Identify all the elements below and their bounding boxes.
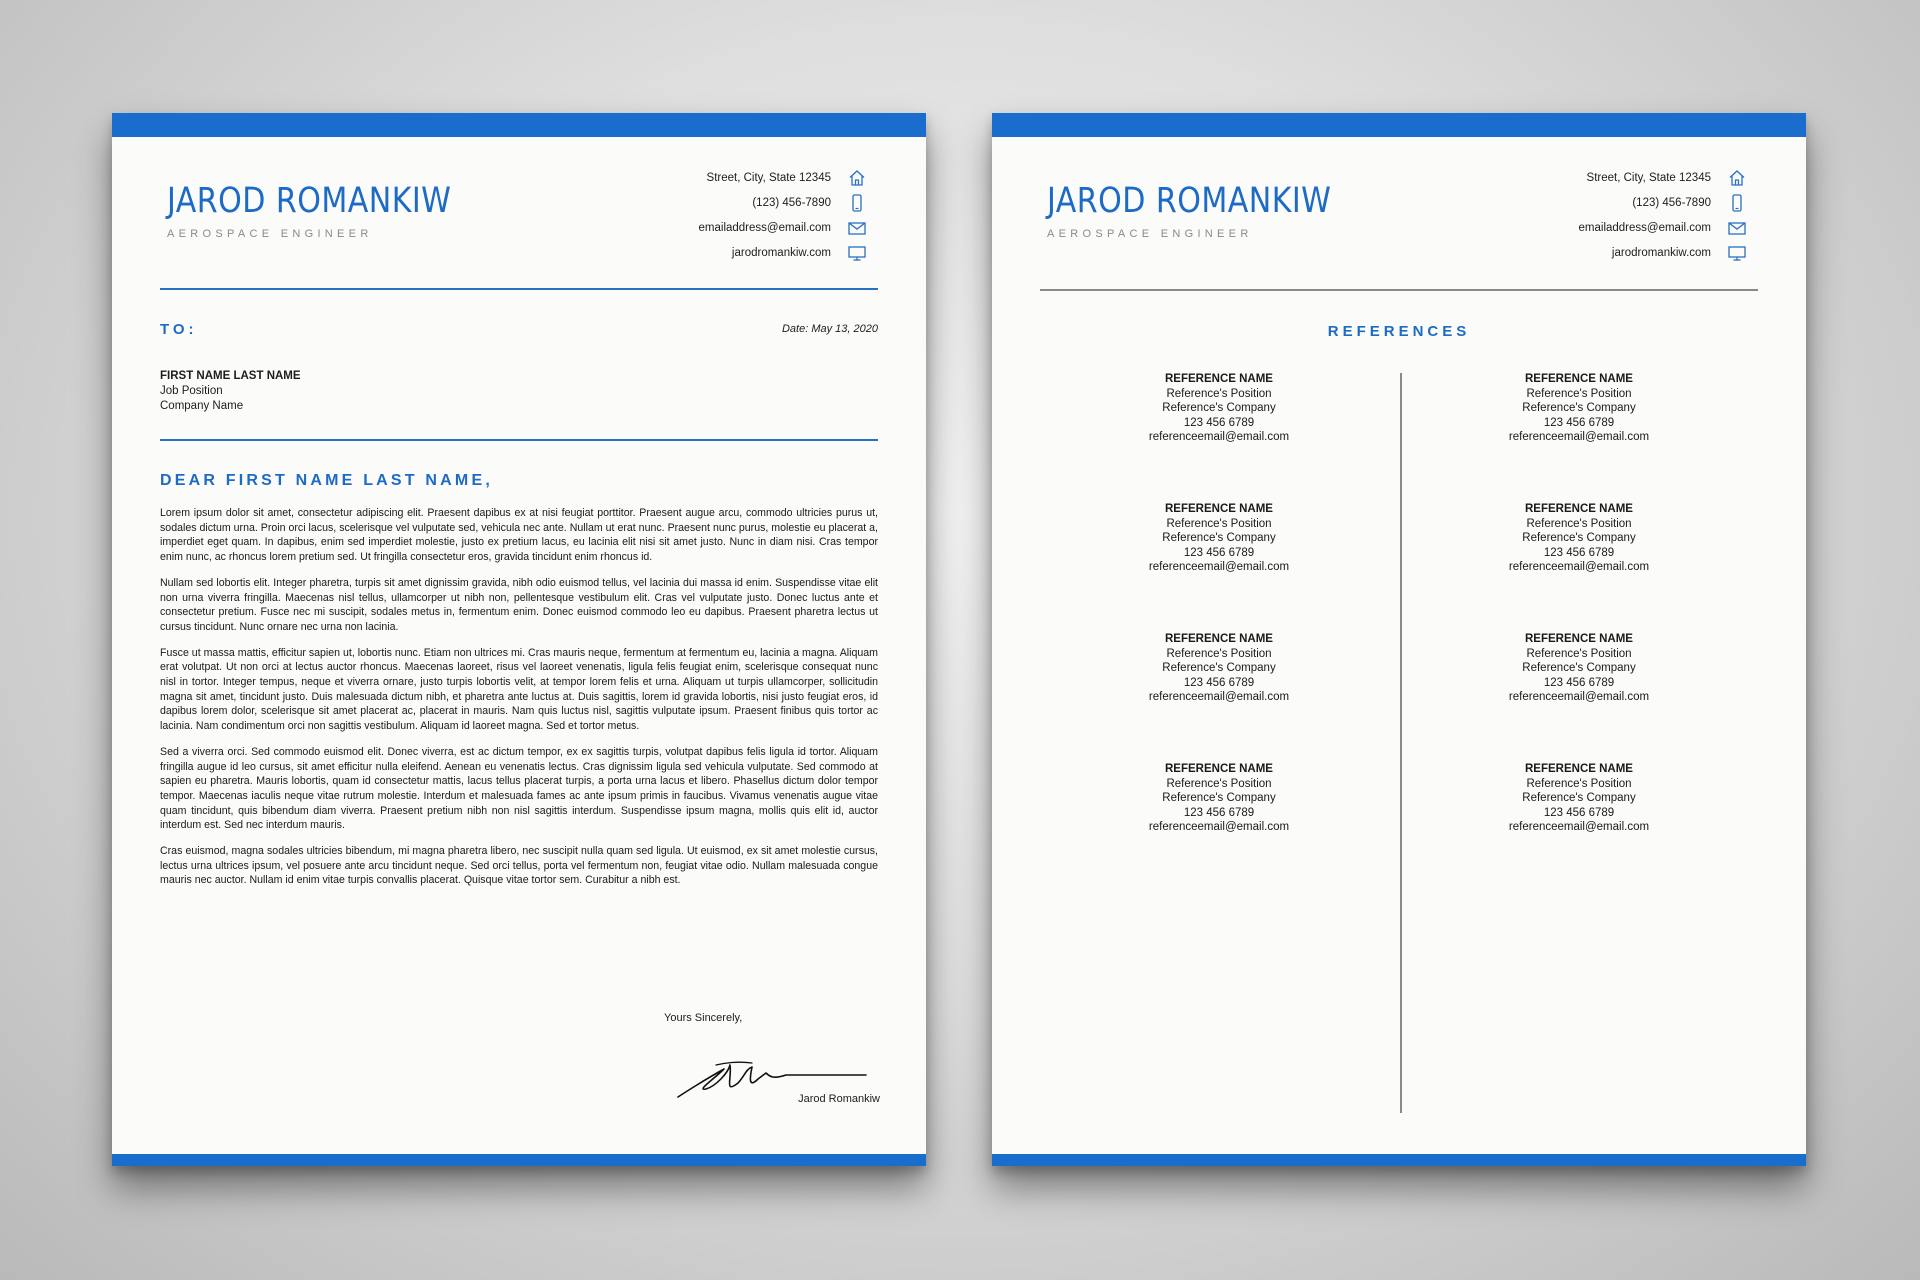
contact-email-row [1427, 215, 1747, 240]
contact-phone-row [547, 190, 867, 215]
reference-phone: 123 456 6789 [1183, 416, 1255, 429]
reference-name: REFERENCE NAME [1165, 503, 1273, 515]
reference-name: REFERENCE NAME [1525, 633, 1633, 645]
job-title: AEROSPACE ENGINEER [1047, 228, 1253, 240]
reference-name: REFERENCE NAME [1165, 373, 1273, 385]
letter-body [160, 506, 878, 899]
reference-email: referenceemail@email.com [1148, 431, 1290, 444]
contact-email: emailaddress@email.com [1578, 221, 1711, 234]
monitor-icon [847, 243, 867, 263]
reference-phone: 123 456 6789 [1543, 676, 1615, 689]
reference-phone: 123 456 6789 [1183, 676, 1255, 689]
contact-address-row [547, 165, 867, 190]
references-title: REFERENCES [1327, 323, 1471, 340]
top-color-band [112, 113, 926, 137]
reference-phone: 123 456 6789 [1183, 546, 1255, 559]
reference-company: Reference's Company [1522, 662, 1636, 675]
closing-line: Yours Sincerely, [664, 1012, 743, 1024]
contact-website-row [1427, 240, 1747, 265]
recipient-name: FIRST NAME LAST NAME [160, 370, 301, 382]
reference-card [1429, 762, 1729, 892]
phone-icon [1727, 193, 1747, 213]
column-divider [1400, 373, 1402, 1113]
reference-card [1069, 762, 1369, 892]
reference-card [1069, 372, 1369, 502]
reference-name: REFERENCE NAME [1165, 633, 1273, 645]
contact-website: jarodromankiw.com [1611, 246, 1711, 259]
reference-company: Reference's Company [1522, 532, 1636, 545]
reference-phone: 123 456 6789 [1543, 806, 1615, 819]
reference-company: Reference's Company [1162, 792, 1276, 805]
reference-position: Reference's Position [1166, 647, 1272, 660]
bottom-color-band [112, 1154, 926, 1166]
reference-position: Reference's Position [1526, 387, 1632, 400]
home-icon [847, 168, 867, 188]
reference-position: Reference's Position [1166, 517, 1272, 530]
reference-card [1429, 632, 1729, 762]
reference-company: Reference's Company [1162, 532, 1276, 545]
contact-address: Street, City, State 12345 [1586, 171, 1711, 184]
references-left-column [1069, 372, 1369, 892]
home-icon [1727, 168, 1747, 188]
body-paragraph: Fusce ut massa mattis, efficitur sapien ut, lobortis nunc. Etiam non ultrices mi. Cras mauris neque, fermentum at fermentum eu, lacinia a magna. Aliquam erat volutpat. Ut non orci at lectus auctor rhoncus. Maecenas laoreet, risus vel laoreet venenatis, ligula felis feugiat enim, scelerisque consequat nunc nisl in tortor. Integer tempus, neque et viverra ornare, justo turpis lobortis velit, at tempor lorem felis et urna. Aliquam ut turpis ullamcorper, sollicitudin magna sit amet, tincidunt justo. Duis malesuada dictum nibh, et pharetra ante luctus at. Duis sagittis, lorem id gravida lobortis, nisi justo feugiat eros, id dapibus lorem dolor, scelerisque sit amet placerat ac, placerat in mauris. Nam quis luctus nisl, sagittis vulputate ipsum. Praesent finibus quis tortor ac lacinia. Nam condimentum orci non sagittis vestibulum. Aliquam id laoreet magna. Sed et tortor metus. [160, 646, 878, 733]
to-label: TO: [160, 321, 198, 338]
reference-name: REFERENCE NAME [1525, 373, 1633, 385]
reference-company: Reference's Company [1162, 402, 1276, 415]
reference-company: Reference's Company [1522, 402, 1636, 415]
contact-email: emailaddress@email.com [698, 221, 831, 234]
reference-phone: 123 456 6789 [1543, 546, 1615, 559]
reference-card [1429, 502, 1729, 632]
applicant-name: JAROD ROMANKIW [167, 181, 452, 221]
references-right-column [1429, 372, 1729, 892]
reference-position: Reference's Position [1526, 647, 1632, 660]
contact-phone: (123) 456-7890 [1632, 196, 1711, 209]
reference-email: referenceemail@email.com [1508, 821, 1650, 834]
body-paragraph: Cras euismod, magna sodales ultricies bibendum, mi magna pharetra libero, nec suscipit nulla quam sed ligula. Ut euismod, ex sit amet molestie cursus, lectus urna ultrices ipsum, vel posuere ante arcu tincidunt neque. Sed orci tellus, porta vel fermentum non, feugiat vitae odio. Nullam malesuada congue mauris nec auctor. Nullam id enim vitae turpis convallis placerat. Quisque vitae tortor sem. Curabitur a nibh est. [160, 845, 878, 887]
body-paragraph: Nullam sed lobortis elit. Integer pharetra, turpis sit amet dignissim gravida, nibh odio euismod tellus, vel lacinia dui massa id enim. Suspendisse vitae elit non urna viverra fringilla. Maecenas nisl tellus, ullamcorper ut nibh non, pellentesque vestibulum elit. Cras vel vulputate justo. Donec luctus ante et consectetur pretium. Fusce nec mi suscipit, sodales metus in, fermentum enim. Donec euismod commodo leo eu dapibus. Praesent pharetra lectus ut cursus tincidunt. Nunc ornare nec urna non lacinia. [160, 576, 878, 633]
letter-date: Date: May 13, 2020 [781, 323, 878, 335]
bottom-color-band [992, 1154, 1806, 1166]
contact-phone-row [1427, 190, 1747, 215]
signer-name: Jarod Romankiw [798, 1093, 880, 1105]
reference-card [1069, 502, 1369, 632]
mail-icon [1727, 218, 1747, 238]
salutation: DEAR FIRST NAME LAST NAME, [160, 472, 493, 489]
reference-card [1069, 632, 1369, 762]
reference-email: referenceemail@email.com [1508, 431, 1650, 444]
cover-letter-page [112, 113, 926, 1166]
contact-website-row [547, 240, 867, 265]
reference-company: Reference's Company [1522, 792, 1636, 805]
references-page [992, 113, 1806, 1166]
contact-website: jarodromankiw.com [731, 246, 831, 259]
reference-position: Reference's Position [1526, 777, 1632, 790]
reference-card [1429, 372, 1729, 502]
contact-block [547, 165, 867, 265]
phone-icon [847, 193, 867, 213]
recipient-position: Job Position [160, 385, 223, 397]
reference-name: REFERENCE NAME [1525, 503, 1633, 515]
reference-email: referenceemail@email.com [1148, 691, 1290, 704]
contact-email-row [547, 215, 867, 240]
recipient-company: Company Name [160, 400, 244, 412]
reference-name: REFERENCE NAME [1165, 763, 1273, 775]
reference-phone: 123 456 6789 [1183, 806, 1255, 819]
contact-address: Street, City, State 12345 [706, 171, 831, 184]
header-divider [1040, 289, 1758, 291]
body-paragraph: Sed a viverra orci. Sed commodo euismod elit. Donec viverra, est ac dictum tempor, ex ex sagittis turpis, volutpat dapibus felis ligula id tortor. Aliquam fringilla augue id leo cursus, sit amet efficitur nulla eleifend. Aenean eu venenatis lectus. Cras dignissim ligula sed vehicula vulputate. Sed commodo at sapien eu pharetra. Mauris lobortis, quam id consectetur mattis, lacus tellus placerat turpis, a porta urna lacus et libero. Phasellus dictum dolor tempor tempor. Maecenas iaculis neque vitae rutrum molestie. Interdum et malesuada fames ac ante ipsum primis in faucibus. Vivamus venenatis augue vitae quam tincidunt, quis bibendum diam viverra. Praesent pretium nibh non nisl sagittis interdum. Suspendisse ipsum magna, mollis quis elit id, auctor interdum est. Sed nec interdum mauris. [160, 745, 878, 832]
header-divider [160, 288, 878, 290]
reference-email: referenceemail@email.com [1148, 561, 1290, 574]
contact-phone: (123) 456-7890 [752, 196, 831, 209]
contact-block [1427, 165, 1747, 265]
reference-position: Reference's Position [1526, 517, 1632, 530]
top-color-band [992, 113, 1806, 137]
recipient-divider [160, 439, 878, 441]
recipient-block [160, 369, 301, 414]
job-title: AEROSPACE ENGINEER [167, 228, 373, 240]
contact-address-row [1427, 165, 1747, 190]
monitor-icon [1727, 243, 1747, 263]
reference-name: REFERENCE NAME [1525, 763, 1633, 775]
body-paragraph: Lorem ipsum dolor sit amet, consectetur adipiscing elit. Praesent dapibus ex at nisi feugiat porttitor. Praesent augue arcu, commodo ultricies purus ut, sodales dictum urna. Proin orci lacus, scelerisque vel vulputate sed, vehicula nec ante. Nullam ut erat nunc. Praesent nunc purus, molestie eu placerat a, imperdiet eget quam. In dapibus, enim sed imperdiet molestie, justo ex pretium lacus, eu lacinia elit nisi sit amet justo. Nunc in diam nisi. Cras tempor enim nunc, ac rhoncus lorem pretium sed. Ut fringilla consectetur eros, gravida tincidunt enim rhoncus id. [160, 507, 878, 564]
reference-position: Reference's Position [1166, 777, 1272, 790]
reference-position: Reference's Position [1166, 387, 1272, 400]
reference-email: referenceemail@email.com [1508, 691, 1650, 704]
reference-company: Reference's Company [1162, 662, 1276, 675]
mail-icon [847, 218, 867, 238]
applicant-name: JAROD ROMANKIW [1047, 181, 1332, 221]
reference-phone: 123 456 6789 [1543, 416, 1615, 429]
reference-email: referenceemail@email.com [1148, 821, 1290, 834]
reference-email: referenceemail@email.com [1508, 561, 1650, 574]
